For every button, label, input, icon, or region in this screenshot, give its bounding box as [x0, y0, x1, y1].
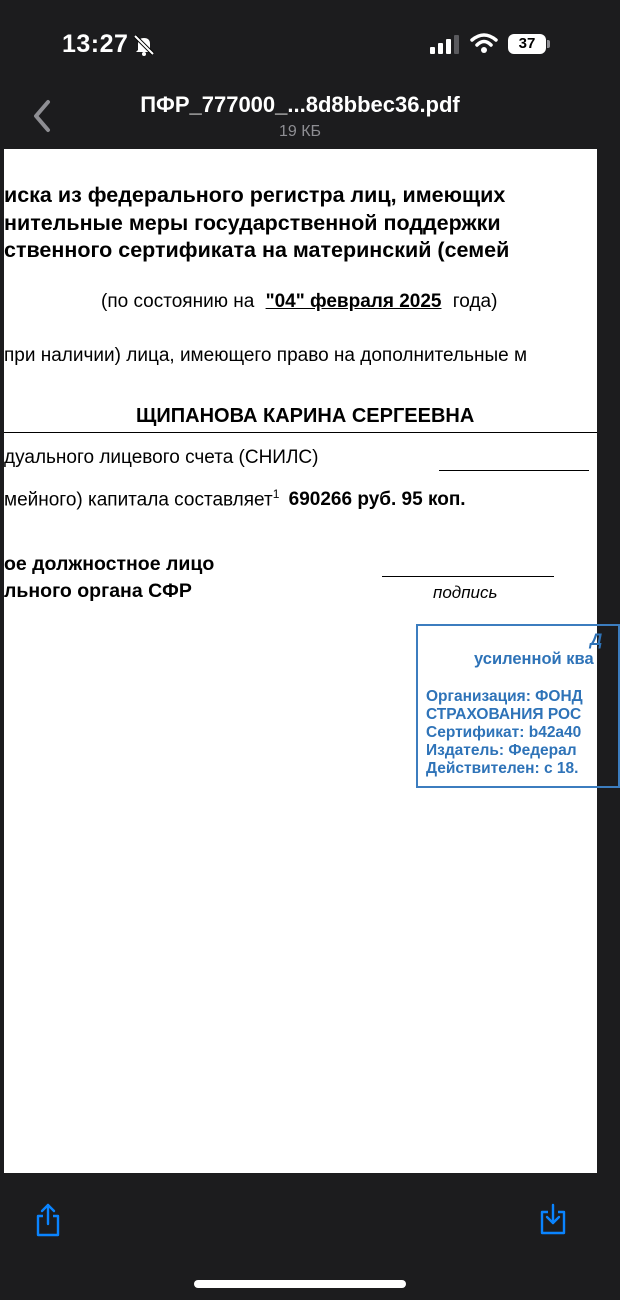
file-title: ПФР_777000_...8d8bbec36.pdf: [140, 92, 460, 117]
official-line-1: ое должностное лицо: [4, 553, 215, 575]
stamp-certificate: Сертификат: b42a40: [426, 724, 582, 741]
stamp-line-1: Д: [590, 630, 603, 649]
as-of-line: [101, 291, 497, 313]
snils-underline: [439, 470, 589, 471]
capital-prefix: мейного) капитала составляет: [4, 489, 273, 511]
heading-line-1: иска из федерального регистра лиц, имеющих: [4, 183, 506, 207]
person-description: при наличии) лица, имеющего право на дополнительные м: [4, 345, 528, 366]
capital-footnote: 1: [272, 487, 280, 501]
cellular-signal-icon: [430, 34, 460, 54]
snils-label: дуального лицевого счета (СНИЛС): [4, 447, 319, 468]
signature-label: подпись: [433, 583, 498, 602]
stamp-organization-2: СТРАХОВАНИЯ РОС: [426, 706, 582, 723]
home-indicator[interactable]: [194, 1280, 406, 1288]
official-line-2: льного органа СФР: [4, 580, 192, 602]
stamp-valid: Действителен: с 18.: [426, 760, 579, 777]
as-of-prefix: (по состоянию на: [101, 291, 255, 312]
heading-line-2: нительные меры государственной поддержки: [4, 211, 501, 235]
navigation-bar: [0, 90, 600, 148]
share-icon[interactable]: [34, 1203, 62, 1237]
capital-amount: 690266 руб. 95 коп.: [288, 489, 466, 511]
battery-level: 37: [508, 34, 546, 54]
save-to-files-icon[interactable]: [538, 1203, 568, 1235]
digital-signature-stamp: [416, 624, 620, 788]
stamp-line-2: усиленной ква: [474, 650, 594, 668]
battery-icon: [508, 34, 550, 54]
name-underline: [4, 432, 597, 433]
battery-cap: [547, 40, 550, 48]
bottom-toolbar: [0, 1173, 600, 1300]
status-time: 13:27: [62, 30, 129, 58]
as-of-suffix: года): [452, 291, 498, 312]
heading-line-3: ственного сертификата на материнский (семей: [4, 238, 510, 262]
wifi-icon: [470, 32, 498, 54]
file-size: 19 КБ: [278, 123, 322, 140]
status-bar: [0, 0, 600, 90]
signature-line: [382, 576, 554, 577]
stamp-issuer: Издатель: Федерал: [426, 742, 577, 759]
person-name: ЩИПАНОВА КАРИНА СЕРГЕЕВНА: [136, 405, 475, 427]
bell-slash-icon: [132, 33, 156, 57]
as-of-date: "04" февраля 2025: [265, 291, 442, 312]
capital-line: [4, 487, 466, 511]
stamp-organization-1: Организация: ФОНД: [426, 688, 583, 705]
pdf-page[interactable]: [4, 149, 603, 1173]
